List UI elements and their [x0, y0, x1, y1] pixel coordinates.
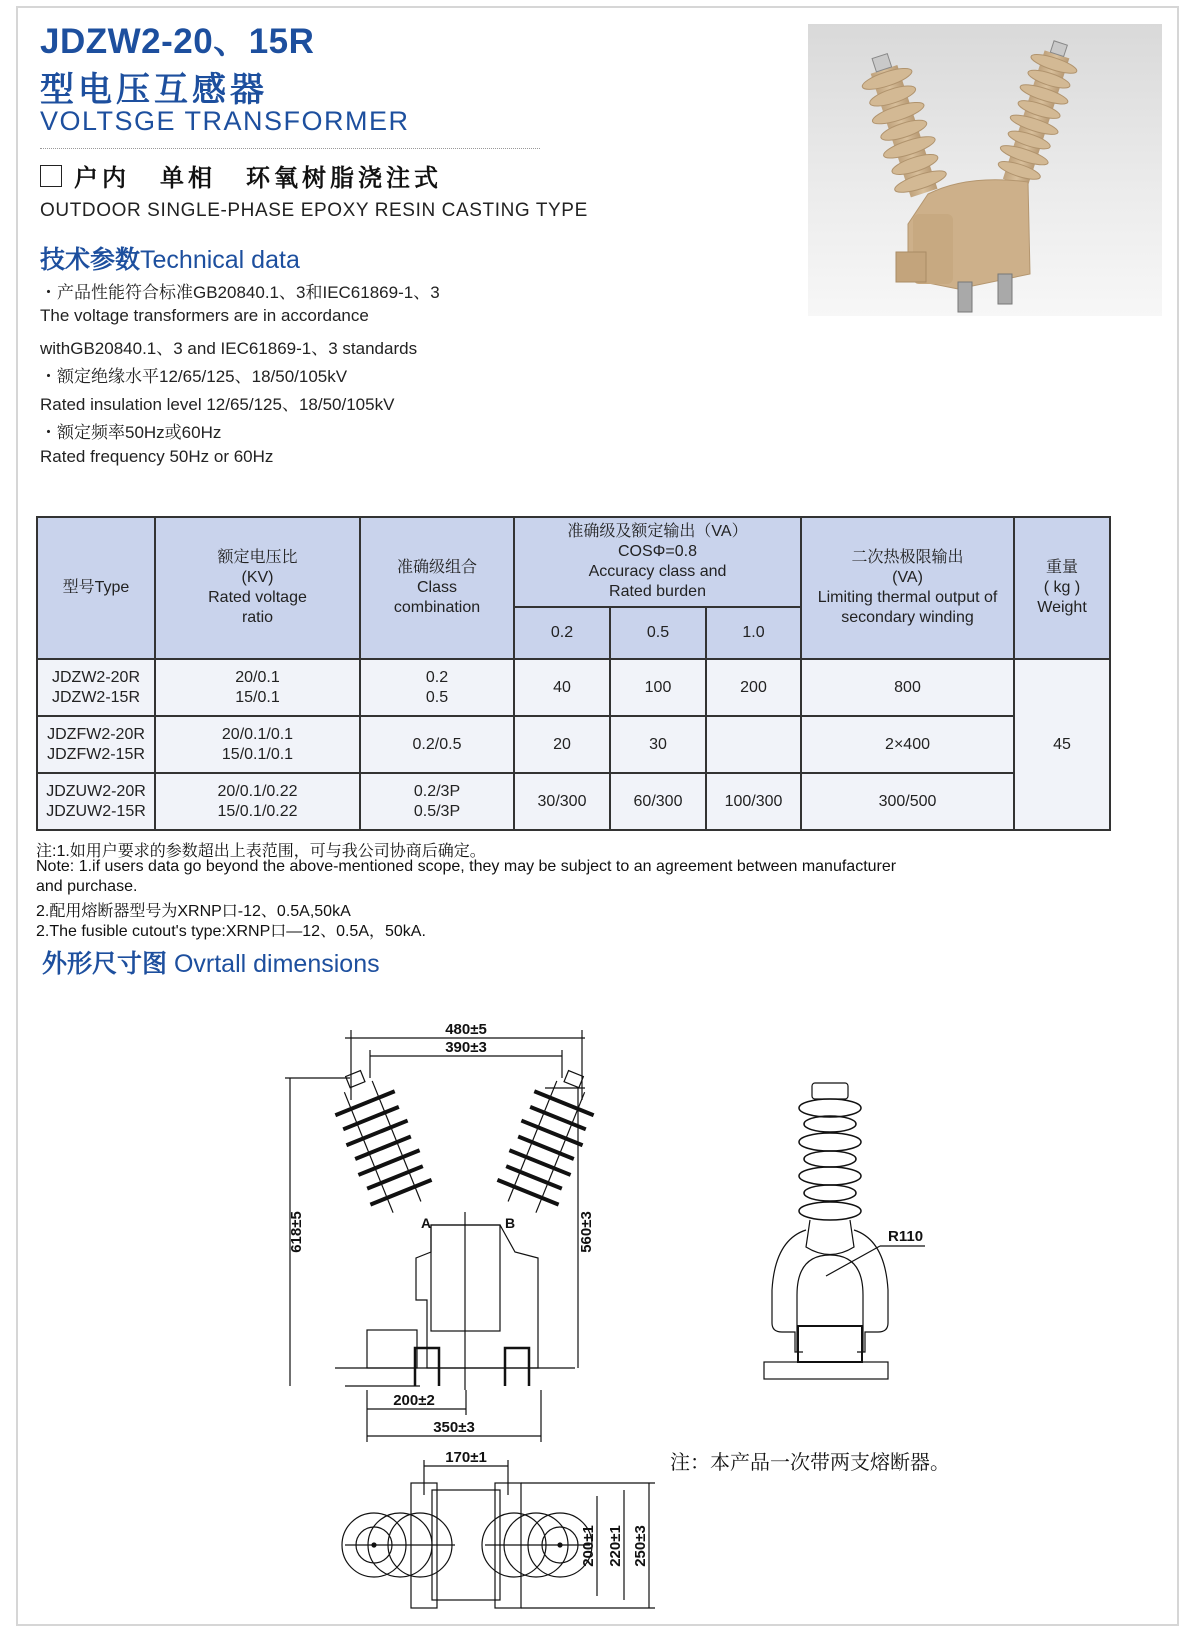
cell-type: JDZUW2-20R JDZUW2-15R	[37, 773, 155, 830]
terminal-b-label: B	[505, 1215, 516, 1231]
cell-weight: 45	[1014, 659, 1110, 830]
cell-thermal: 2×400	[801, 716, 1014, 773]
cell-burden-10: 100/300	[706, 773, 801, 830]
header-weight-cn: 重量	[1046, 559, 1079, 576]
checkbox-icon	[40, 165, 62, 187]
fuse-note: 注：本产品一次带两支熔断器。	[670, 1450, 950, 1474]
cell-burden-10	[706, 716, 801, 773]
header-thermal-unit: (VA)	[892, 569, 923, 586]
dim-side-200: 200±1	[580, 1525, 597, 1567]
cell-voltage: 20/0.1 15/0.1	[155, 659, 360, 716]
cell-burden-05: 60/300	[610, 773, 706, 830]
dim-side-250: 250±3	[632, 1525, 649, 1567]
header-weight	[1014, 517, 1110, 659]
header-class-10: 1.0	[706, 607, 801, 659]
note-line: and purchase.	[36, 878, 138, 895]
header-class-05: 0.5	[610, 607, 706, 659]
table-row	[37, 773, 1110, 830]
dimension-drawing	[0, 970, 1180, 1610]
header-voltage-cn: 额定电压比	[217, 549, 298, 566]
cell-type: JDZFW2-20R JDZFW2-15R	[37, 716, 155, 773]
cell-thermal: 800	[801, 659, 1014, 716]
dimensions-heading-cn: 外形尺寸图	[42, 949, 168, 978]
model-title: JDZW2-20、15R	[40, 22, 315, 61]
spec-line: ・额定绝缘水平12/65/125、18/50/105kV	[40, 367, 348, 386]
cell-voltage: 20/0.1/0.22 15/0.1/0.22	[155, 773, 360, 830]
table-row	[37, 716, 1110, 773]
transformer-photo-illustration	[808, 24, 1162, 316]
note-line: 2.配用熔断器型号为XRNP口-12、0.5A,50kA	[36, 903, 351, 920]
header-accuracy-cos: COSΦ=0.8	[617, 543, 698, 560]
radius-label: R110	[888, 1228, 924, 1245]
header-accuracy-en2: Rated burden	[609, 583, 706, 600]
cell-type: JDZW2-20R JDZW2-15R	[37, 659, 155, 716]
cell-burden-10: 200	[706, 659, 801, 716]
type-en: OUTDOOR SINGLE-PHASE EPOXY RESIN CASTING TYPE	[40, 200, 588, 221]
cell-burden-02: 20	[514, 716, 610, 773]
dim-base-200: 200±2	[393, 1392, 435, 1409]
header-thermal-en: Limiting thermal output of	[817, 589, 998, 606]
header-voltage	[155, 517, 360, 659]
dotted-divider	[40, 148, 540, 149]
note-line: Note: 1.if users data go beyond the above-mentioned scope, they may be subject to an agreement between manufacturer	[36, 858, 897, 875]
spec-line: withGB20840.1、3 and IEC61869-1、3 standards	[40, 339, 418, 358]
technical-heading-en: Technical data	[140, 246, 300, 274]
cell-thermal: 300/500	[801, 773, 1014, 830]
dim-height-total: 618±5	[288, 1211, 305, 1253]
table-row	[37, 659, 1110, 716]
product-photo	[808, 24, 1162, 316]
dim-width-inner: 390±3	[445, 1039, 487, 1056]
cell-class: 0.2 0.5	[360, 659, 514, 716]
type-cn-indoor: 户内	[74, 164, 130, 192]
header-accuracy-en: Accuracy class and	[588, 563, 727, 580]
note-line: 2.The fusible cutout's type:XRNP口—12、0.5A，50kA.	[36, 923, 426, 940]
header-class-02: 0.2	[514, 607, 610, 659]
spec-line: The voltage transformers are in accordance	[40, 306, 369, 325]
note-line: 注:1.如用户要求的参数超出上表范围，可与我公司协商后确定。	[36, 843, 486, 860]
type-cn-phase: 单相	[160, 164, 216, 192]
technical-heading	[40, 240, 300, 276]
cell-burden-05: 30	[610, 716, 706, 773]
header-thermal	[801, 517, 1014, 659]
cell-burden-05: 100	[610, 659, 706, 716]
header-type: 型号Type	[37, 517, 155, 659]
header-accuracy-cn: 准确级及额定输出（VA）	[567, 523, 748, 540]
technical-heading-cn: 技术参数	[40, 245, 141, 274]
dimensions-heading-en: Ovrtall dimensions	[173, 950, 380, 978]
header-voltage-unit: (KV)	[241, 569, 274, 586]
dim-side-220: 220±1	[607, 1525, 624, 1567]
spec-line: Rated frequency 50Hz or 60Hz	[40, 447, 274, 466]
dim-height-body: 560±3	[578, 1211, 595, 1253]
spec-line: ・额定频率50Hz或60Hz	[40, 423, 222, 442]
header-class-en2: combination	[393, 599, 481, 616]
type-cn	[40, 158, 442, 193]
dim-width-outer: 480±5	[445, 1021, 487, 1038]
header-class-cn: 准确级组合	[396, 559, 477, 576]
header-thermal-en2: secondary winding	[841, 609, 974, 626]
cell-class: 0.2/3P 0.5/3P	[360, 773, 514, 830]
header-thermal-cn: 二次热极限输出	[851, 549, 964, 566]
spec-line: Rated insulation level 12/65/125、18/50/105kV	[40, 395, 395, 414]
header-weight-en: Weight	[1037, 599, 1087, 616]
cell-burden-02: 40	[514, 659, 610, 716]
cn-title: 型电压互感器	[40, 70, 268, 110]
terminal-a-label: A	[421, 1215, 432, 1231]
spec-table	[36, 516, 1111, 831]
en-title: VOLTSGE TRANSFORMER	[40, 106, 410, 136]
header-accuracy	[514, 517, 801, 607]
header-voltage-en2: ratio	[241, 609, 274, 626]
cell-class: 0.2/0.5	[360, 716, 514, 773]
header-weight-unit: ( kg )	[1043, 579, 1081, 596]
spec-line: ・产品性能符合标准GB20840.1、3和IEC61869-1、3	[40, 283, 440, 302]
type-cn-casting: 环氧树脂浇注式	[246, 164, 442, 192]
dim-top-170: 170±1	[445, 1449, 487, 1466]
cell-voltage: 20/0.1/0.1 15/0.1/0.1	[155, 716, 360, 773]
header-class-en: Class	[416, 579, 457, 596]
header-voltage-en: Rated voltage	[208, 589, 307, 606]
header-class	[360, 517, 514, 659]
dim-base-350: 350±3	[433, 1419, 475, 1436]
cell-burden-02: 30/300	[514, 773, 610, 830]
